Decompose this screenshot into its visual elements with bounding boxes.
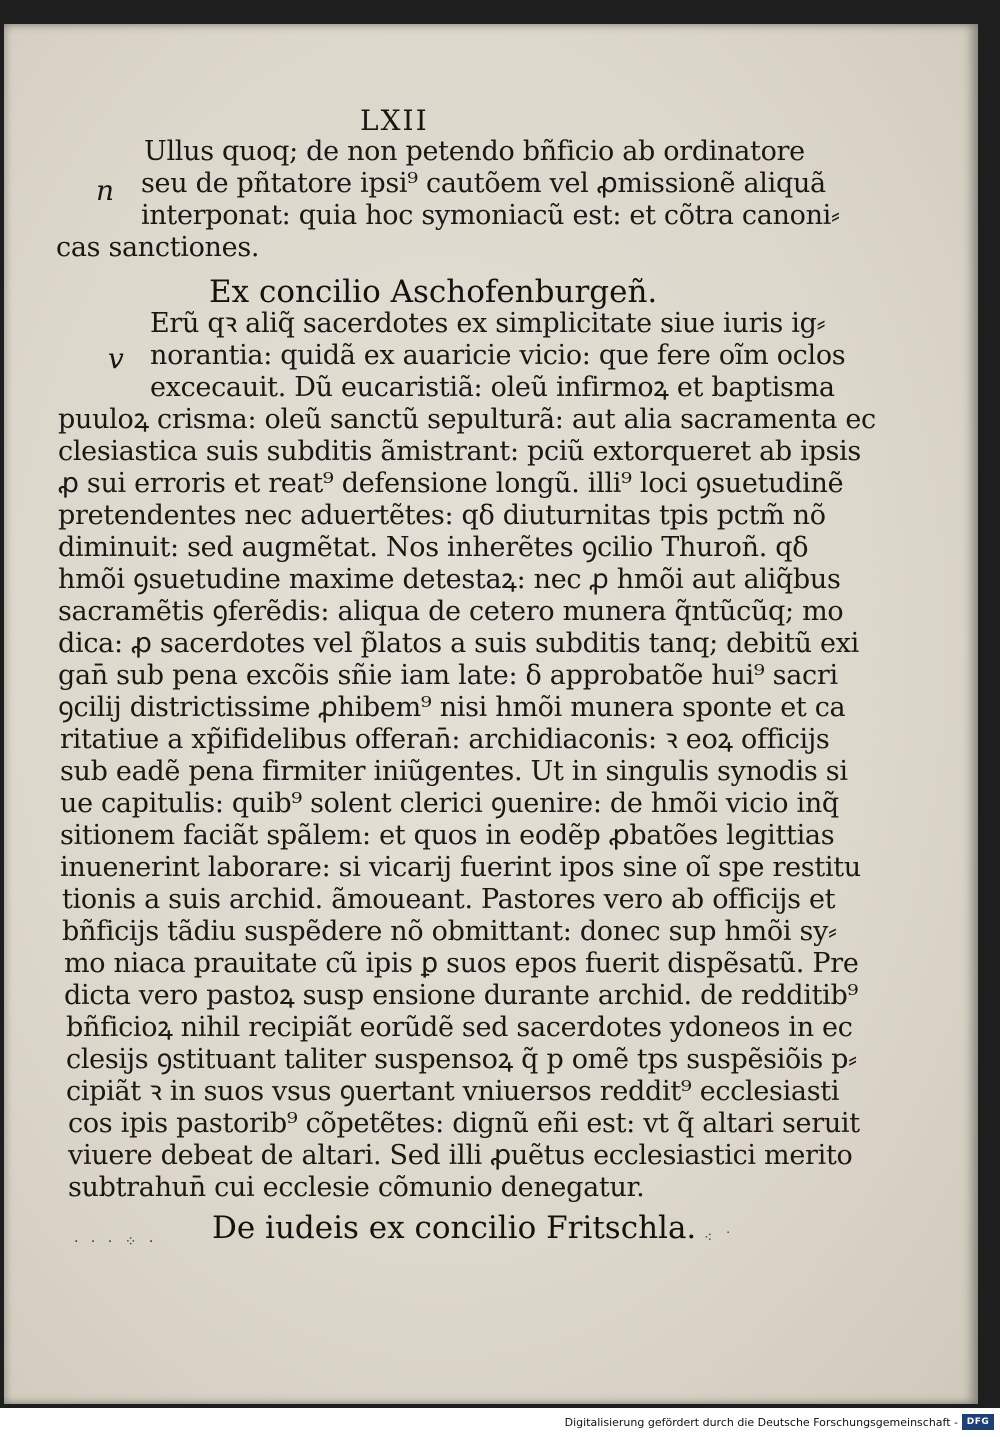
text-line: inuenerint laborare: si vicarij fuerint ipos sine oĩ spe restitu	[60, 852, 861, 883]
text-line: dica: ꝓ sacerdotes vel p̃latos a suis subditis tanq; debitũ exi	[58, 628, 859, 659]
text-line: excecauit. Dũ eucaristiã: oleũ infirmoꝝ et baptisma	[150, 372, 835, 403]
text-line: Erũ qꝛ aliq̃ sacerdotes ex simplicitate siue iuris ig⸗	[150, 308, 826, 339]
text-line: gan̄ sub pena excõis sñie iam late: δ approbatõe hui⁹ sacri	[58, 660, 838, 691]
digitization-footer	[0, 1408, 1000, 1437]
text-line: puuloꝝ crisma: oleũ sanctũ sepulturã: aut alia sacramenta ec	[58, 404, 876, 435]
text-line: norantia: quidã ex auaricie vicio: que fere oĩm oclos	[150, 340, 846, 371]
text-line: clesijs ꝯstituant taliter suspensoꝝ q̃ p omẽ tps suspẽsiõis p⸗	[66, 1044, 857, 1075]
text-line: cas sanctiones.	[56, 232, 260, 263]
section2-initial-letter: v	[108, 342, 124, 375]
text-line: sub eadẽ pena firmiter iniũgentes. Ut in singulis synodis si	[60, 756, 848, 787]
text-line: tionis a suis archid. ãmoueant. Pastores vero ab officijs et	[62, 884, 836, 915]
text-line: clesiastica suis subditis ãmistrant: pciũ extorqueret ab ipsis	[58, 436, 861, 467]
text-line: sitionem faciãt spãlem: et quos in eodẽp ꝓbatões legittias	[60, 820, 835, 851]
text-line: ritatiue a xp̃ifidelibus offeran̄: archidiaconis: ꝛ eoꝝ officijs	[60, 724, 830, 755]
text-line: dicta vero pastoꝝ susp ensione durante archid. de redditib⁹	[64, 980, 859, 1011]
text-line: interponat: quia hoc symoniacũ est: et cõtra canoni⸗	[141, 200, 840, 231]
text-line: cos ipis pastorib⁹ cõpetẽtes: dignũ eñi est: vt q̃ altari seruit	[68, 1108, 860, 1139]
book-page	[4, 24, 978, 1404]
page-specks-right: ⁖ ˙	[704, 1230, 736, 1246]
funding-credit: Digitalisierung gefördert durch die Deutsche Forschungsgemeinschaft -	[564, 1416, 958, 1429]
text-line: subtrahun̄ cui ecclesie cõmunio denegatur.	[68, 1172, 645, 1203]
text-line: ue capitulis: quib⁹ solent clerici ꝯuenire: de hmõi vicio inq̃	[60, 788, 839, 819]
text-line: Ullus quoq; de non petendo bñficio ab ordinatore	[144, 136, 805, 167]
text-line: viuere debeat de altari. Sed illi ꝓuẽtus ecclesiastici merito	[68, 1140, 853, 1171]
text-line: diminuit: sed augmẽtat. Nos inherẽtes ꝯcilio Thuroñ. qδ	[58, 532, 809, 563]
text-line: ꝯcilij districtissime ꝓhibem⁹ nisi hmõi munera sponte et ca	[58, 692, 846, 723]
text-line: bñficioꝝ nihil recipiãt eorũdẽ sed sacerdotes ydoneos in ec	[66, 1012, 853, 1043]
text-line: pretendentes nec aduertẽtes: qδ diuturnitas tpis pctm̃ nõ	[58, 500, 826, 531]
text-line: mo niaca prauitate cũ ipis ꝑ suos epos fuerit dispẽsatũ. Pre	[64, 948, 859, 979]
text-line: hmõi ꝯsuetudine maxime detestaꝝ: nec ꝓ hmõi aut aliq̃bus	[58, 564, 841, 595]
text-line: sacramẽtis ꝯferẽdis: aliqua de cetero munera q̃ntũcũq; mo	[58, 596, 844, 627]
folio-number: LXII	[360, 104, 429, 137]
text-line: ꝓ sui erroris et reat⁹ defensione longũ. illi⁹ loci ꝯsuetudinẽ	[58, 468, 844, 499]
section3-heading: De iudeis ex concilio Fritschla.	[212, 1210, 697, 1246]
text-line: cipiãt ꝛ in suos vsus ꝯuertant vniuersos reddit⁹ ecclesiasti	[66, 1076, 840, 1107]
text-line: seu de pñtatore ipsi⁹ cautõem vel ꝓmissionẽ aliquã	[141, 168, 826, 199]
page-specks-left: · · · ⁘ ·	[74, 1234, 158, 1250]
dfg-logo: DFG	[962, 1414, 994, 1430]
section1-initial-letter: n	[96, 174, 115, 207]
text-line: bñficijs tãdiu suspẽdere nõ obmittant: donec sup hmõi sy⸗	[62, 916, 837, 947]
section2-heading: Ex concilio Aschofenburgeñ.	[209, 274, 658, 310]
